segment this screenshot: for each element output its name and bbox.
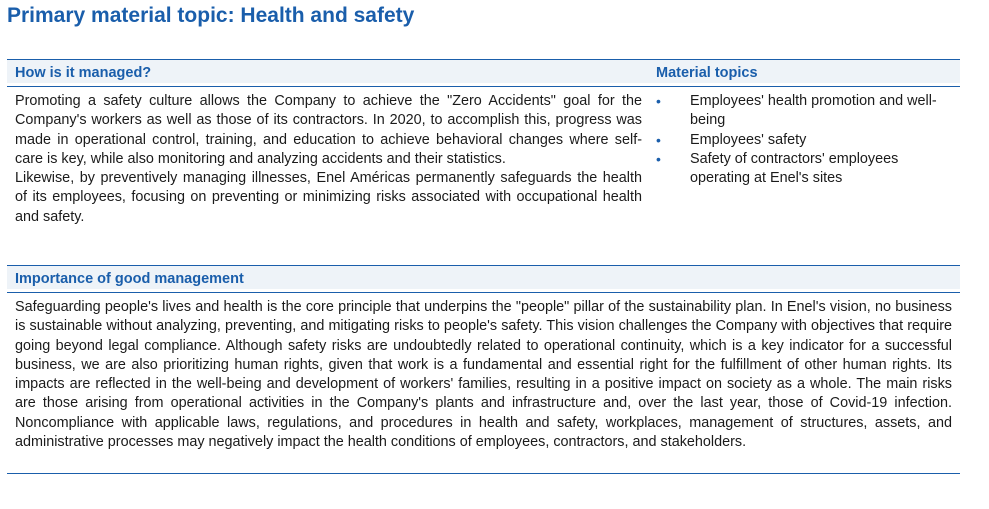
how-managed-body [15,92,642,227]
list-item [656,150,946,189]
how-managed-paragraph-1: Promoting a safety culture allows the Company to achieve the "Zero Accidents" goal for the Company's workers as well as those of its contractors. In 2020, to accomplish this, progress was made in operational control, training, and education to achieve behavioral changes where self-care is key, while also monitoring and analyzing accidents and their statistics. [15,93,642,167]
importance-body [15,298,952,452]
topic-label: Employees' health promotion and well-being [690,93,937,129]
bullet-icon: • [656,150,661,167]
how-managed-heading: How is it managed? [15,65,152,81]
how-managed-paragraph-2: Likewise, by preventively managing illnesses, Enel Américas permanently safeguards the health of its employees, focusing on preventing or minimizing risks associated with occupational health and safety. [15,170,642,225]
page-title: Primary material topic: Health and safety [7,4,415,27]
list-item [656,92,946,131]
material-topics-heading: Material topics [656,65,758,81]
bullet-icon: • [656,131,661,148]
section1-bottom-rule [7,86,960,87]
topic-label: Safety of contractors' employees operating at Enel's sites [690,150,899,187]
list-item [656,131,946,150]
importance-heading: Importance of good management [15,271,244,287]
importance-paragraph: Safeguarding people's lives and health is the core principle that underpins the "people" pillar of the sustainability plan. In Enel's vision, no business is sustainable without analyzing, preventing, and mitigating risks to people's safety. This vision challenges the Company with objectives that require going beyond legal compliance. Although safety risks are undoubtedly related to operational continuity, which is a key indicator for a successful business, we are also prioritizing human rights, given that work is a fundamental and essential right for the fulfillment of other human rights. Its impacts are reflected in the well-being and development of workers' families, resulting in a positive impact on society as a whole. The main risks are those arising from operational activities in the Company's plants and infrastructure and, over the last year, those of Covid-19 infection. Noncompliance with applicable laws, regulations, and procedures in health and safety, workplaces, management of structures, assets, and administrative processes may negatively impact the health conditions of employees, contractors, and stakeholders. [15,299,952,451]
material-topics-list [656,92,946,188]
topic-label: Employees' safety [690,131,807,148]
bullet-icon: • [656,93,661,109]
section2-bottom-rule [7,292,960,293]
section2-end-rule [7,473,960,474]
